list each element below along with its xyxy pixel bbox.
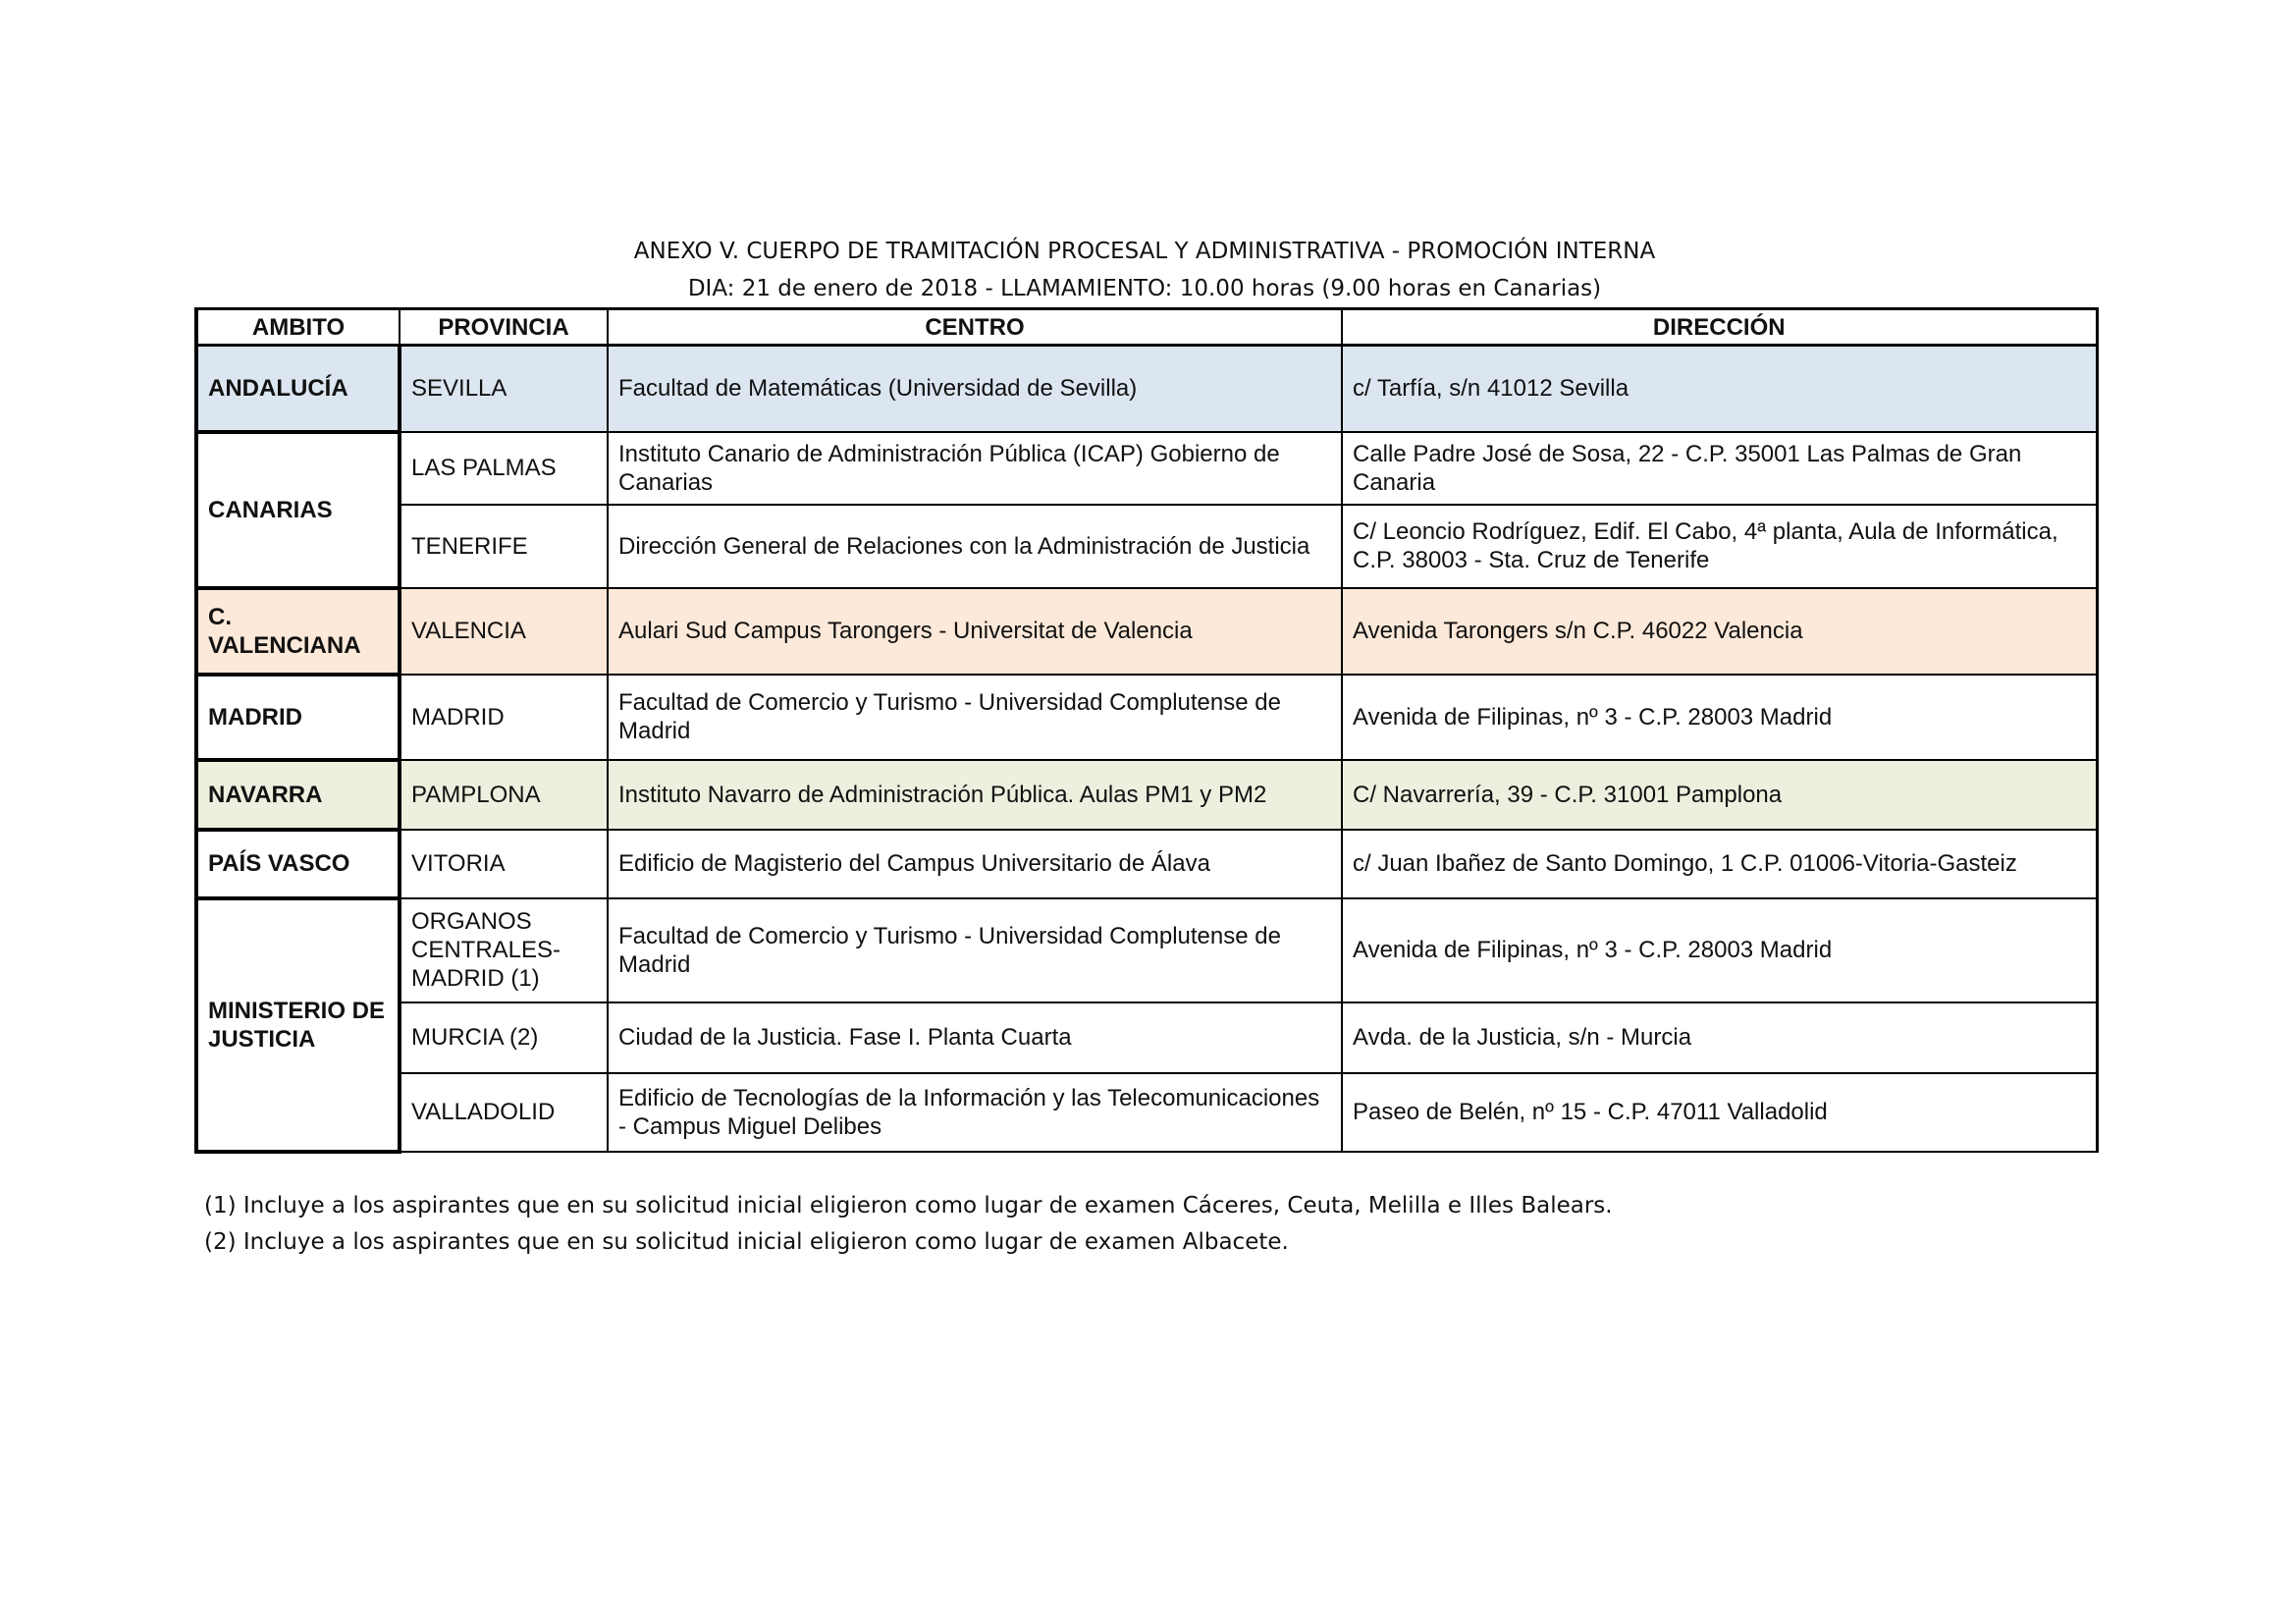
centro-cell: Instituto Canario de Administración Pública (ICAP) Gobierno de Canarias: [608, 432, 1342, 505]
provincia-cell: MURCIA (2): [400, 1002, 608, 1073]
direccion-cell: Avenida de Filipinas, nº 3 - C.P. 28003 Madrid: [1342, 675, 2097, 760]
centro-cell: Dirección General de Relaciones con la Administración de Justicia: [608, 505, 1342, 588]
table-row: [196, 1073, 2097, 1152]
header-centro: CENTRO: [608, 309, 1342, 346]
table-header-row: [196, 309, 2097, 346]
document-subtitle: DIA: 21 de enero de 2018 - LLAMAMIENTO: 10.00 horas (9.00 horas en Canarias): [687, 276, 1602, 301]
centro-cell: Edificio de Magisterio del Campus Universitario de Álava: [608, 830, 1342, 898]
header-direccion: DIRECCIÓN: [1342, 309, 2097, 346]
footnote-1: (1) Incluye a los aspirantes que en su solicitud inicial eligieron como lugar de examen Cáceres, Ceuta, Melilla e Illes Balears.: [204, 1193, 1613, 1218]
direccion-cell: c/ Tarfía, s/n 41012 Sevilla: [1342, 346, 2097, 432]
centro-cell: Ciudad de la Justicia. Fase I. Planta Cuarta: [608, 1002, 1342, 1073]
centro-cell: Facultad de Comercio y Turismo - Universidad Complutense de Madrid: [608, 898, 1342, 1002]
ambito-cell: NAVARRA: [196, 760, 400, 830]
ambito-cell: CANARIAS: [196, 432, 400, 588]
direccion-cell: Paseo de Belén, nº 15 - C.P. 47011 Valladolid: [1342, 1073, 2097, 1152]
provincia-cell: LAS PALMAS: [400, 432, 608, 505]
header-ambito: AMBITO: [196, 309, 400, 346]
table-row: [196, 346, 2097, 432]
ambito-cell: C. VALENCIANA: [196, 588, 400, 675]
direccion-cell: Avenida de Filipinas, nº 3 - C.P. 28003 Madrid: [1342, 898, 2097, 1002]
exam-centers-table: [194, 307, 2099, 1154]
provincia-cell: MADRID: [400, 675, 608, 760]
table-row: [196, 760, 2097, 830]
provincia-cell: TENERIFE: [400, 505, 608, 588]
footnotes: [204, 1188, 1613, 1261]
ambito-cell: ANDALUCÍA: [196, 346, 400, 432]
table-row: [196, 675, 2097, 760]
provincia-cell: PAMPLONA: [400, 760, 608, 830]
provincia-cell: ORGANOS CENTRALES-MADRID (1): [400, 898, 608, 1002]
provincia-cell: VALENCIA: [400, 588, 608, 675]
provincia-cell: VALLADOLID: [400, 1073, 608, 1152]
footnote-2: (2) Incluye a los aspirantes que en su solicitud inicial eligieron como lugar de examen Albacete.: [204, 1229, 1289, 1255]
provincia-cell: SEVILLA: [400, 346, 608, 432]
direccion-cell: C/ Leoncio Rodríguez, Edif. El Cabo, 4ª planta, Aula de Informática, C.P. 38003 - Sta. Cruz de Tenerife: [1342, 505, 2097, 588]
direccion-cell: Avda. de la Justicia, s/n - Murcia: [1342, 1002, 2097, 1073]
table-row: [196, 898, 2097, 1002]
direccion-cell: c/ Juan Ibañez de Santo Domingo, 1 C.P. 01006-Vitoria-Gasteiz: [1342, 830, 2097, 898]
document-title: ANEXO V. CUERPO DE TRAMITACIÓN PROCESAL Y ADMINISTRATIVA - PROMOCIÓN INTERNA: [633, 239, 1656, 264]
table-row: [196, 1002, 2097, 1073]
ambito-cell: MINISTERIO DE JUSTICIA: [196, 898, 400, 1152]
centro-cell: Edificio de Tecnologías de la Información y las Telecomunicaciones - Campus Miguel Delibes: [608, 1073, 1342, 1152]
centro-cell: Instituto Navarro de Administración Pública. Aulas PM1 y PM2: [608, 760, 1342, 830]
centro-cell: Aulari Sud Campus Tarongers - Universitat de Valencia: [608, 588, 1342, 675]
table-row: [196, 505, 2097, 588]
centro-cell: Facultad de Matemáticas (Universidad de Sevilla): [608, 346, 1342, 432]
table-row: [196, 588, 2097, 675]
provincia-cell: VITORIA: [400, 830, 608, 898]
centro-cell: Facultad de Comercio y Turismo - Universidad Complutense de Madrid: [608, 675, 1342, 760]
table-row: [196, 432, 2097, 505]
direccion-cell: Avenida Tarongers s/n C.P. 46022 Valencia: [1342, 588, 2097, 675]
direccion-cell: C/ Navarrería, 39 - C.P. 31001 Pamplona: [1342, 760, 2097, 830]
table-row: [196, 830, 2097, 898]
ambito-cell: MADRID: [196, 675, 400, 760]
direccion-cell: Calle Padre José de Sosa, 22 - C.P. 35001 Las Palmas de Gran Canaria: [1342, 432, 2097, 505]
header-provincia: PROVINCIA: [400, 309, 608, 346]
ambito-cell: PAÍS VASCO: [196, 830, 400, 898]
